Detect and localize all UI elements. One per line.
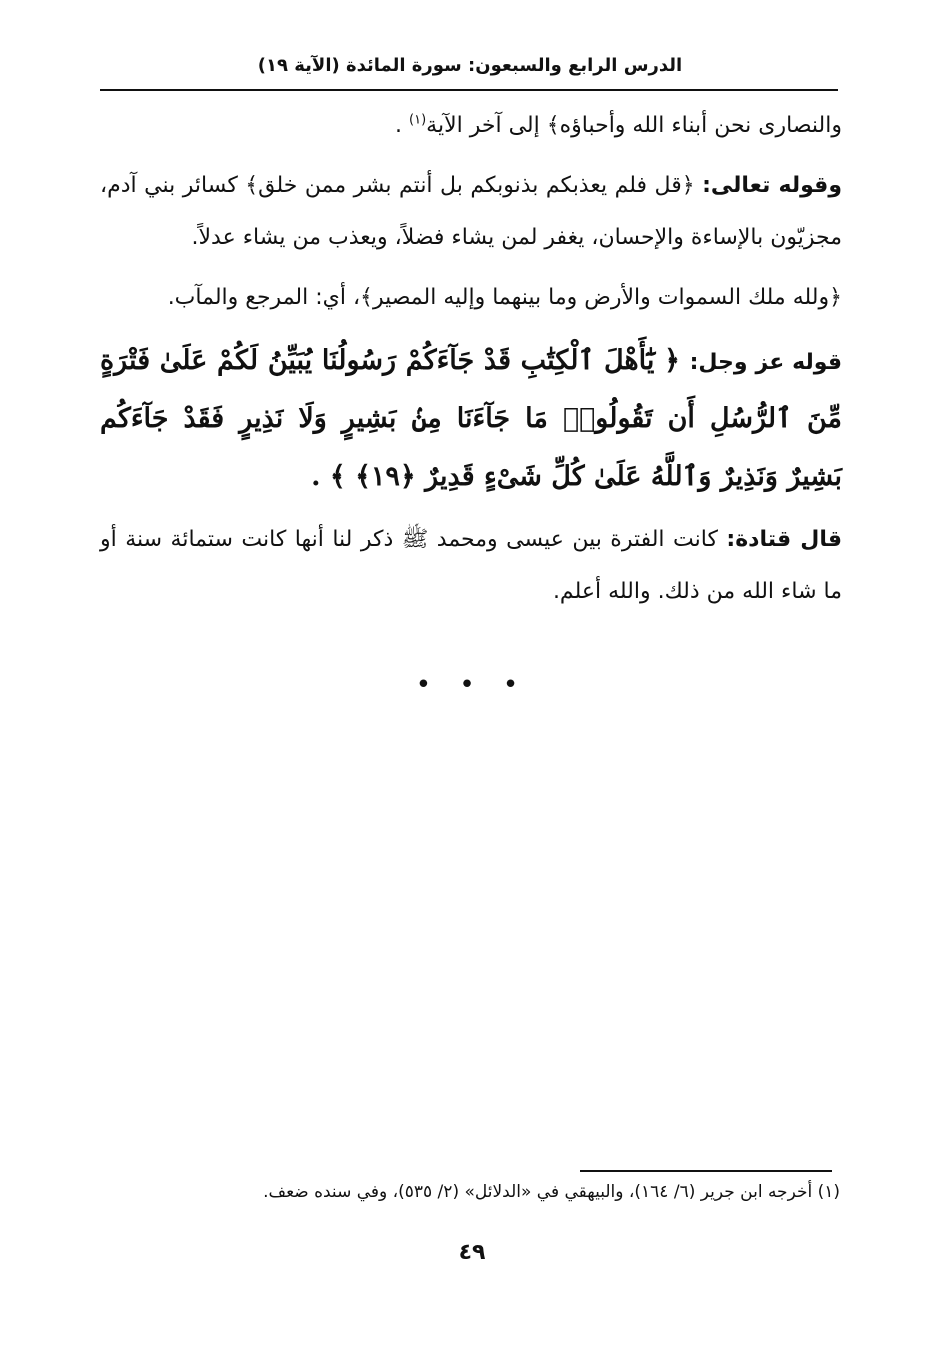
paragraph-3-text: ﴿ولله ملك السموات والأرض وما بينهما وإليه المصير﴾، أي: المرجع والمآب.	[167, 285, 842, 310]
paragraph-2-text: ﴿قل فلم يعذبكم بذنوبكم بل أنتم بشر ممن خلق﴾ كسائر بني آدم، مجزيّون بالإساءة والإحسان، يغفر لمن يشاء فضلاً، ويعذب من يشاء عدلاً.	[100, 173, 842, 250]
header-rule	[100, 89, 838, 91]
paragraph-5-text: كانت الفترة بين عيسى ومحمد ﷺ ذكر لنا أنها كانت ستمائة سنة أو ما شاء الله من ذلك. والله أعلم.	[100, 527, 842, 604]
paragraph-4-lead: قوله عز وجل:	[689, 350, 842, 375]
footnote: (١) أخرجه ابن جرير (٦/ ١٦٤)، والبيهقي في «الدلائل» (٢/ ٥٣٥)، وفي سنده ضعف.	[263, 1182, 840, 1202]
footnote-reference: (١)	[409, 112, 427, 128]
paragraph-5-lead: قال قتادة:	[726, 527, 843, 552]
paragraph-5	[100, 514, 842, 618]
paragraph-3	[100, 272, 842, 324]
paragraph-2-lead: وقوله تعالى:	[702, 173, 843, 198]
body-text	[100, 100, 842, 626]
paragraph-4	[100, 332, 842, 506]
footnote-rule	[580, 1170, 832, 1172]
running-header: الدرس الرابع والسبعون: سورة المائدة (الآية ١٩)	[257, 55, 683, 76]
paragraph-1-text: والنصارى نحن أبناء الله وأحباؤه﴾ إلى آخر الآية	[426, 113, 842, 138]
quran-verse: ﴿ يَٰٓأَهْلَ ٱلْكِتَٰبِ قَدْ جَآءَكُمْ رَسُولُنَا يُبَيِّنُ لَكُمْ عَلَىٰ فَتْرَةٍ مِّنَ ٱلرُّسُلِ أَن تَقُولُوا۟ مَا جَآءَنَا مِنۢ بَشِيرٍ وَلَا نَذِيرٍ فَقَدْ جَآءَكُم بَشِيرٌ وَنَذِيرٌ وَٱللَّهُ عَلَىٰ كُلِّ شَىْءٍ قَدِيرٌ ﴿١٩﴾ ﴾ .	[100, 345, 842, 492]
page-number: ٤٩	[458, 1240, 486, 1265]
paragraph-1	[100, 100, 842, 152]
paragraph-2	[100, 160, 842, 264]
paragraph-1-end: .	[395, 113, 410, 138]
section-separator: • • •	[415, 670, 529, 700]
